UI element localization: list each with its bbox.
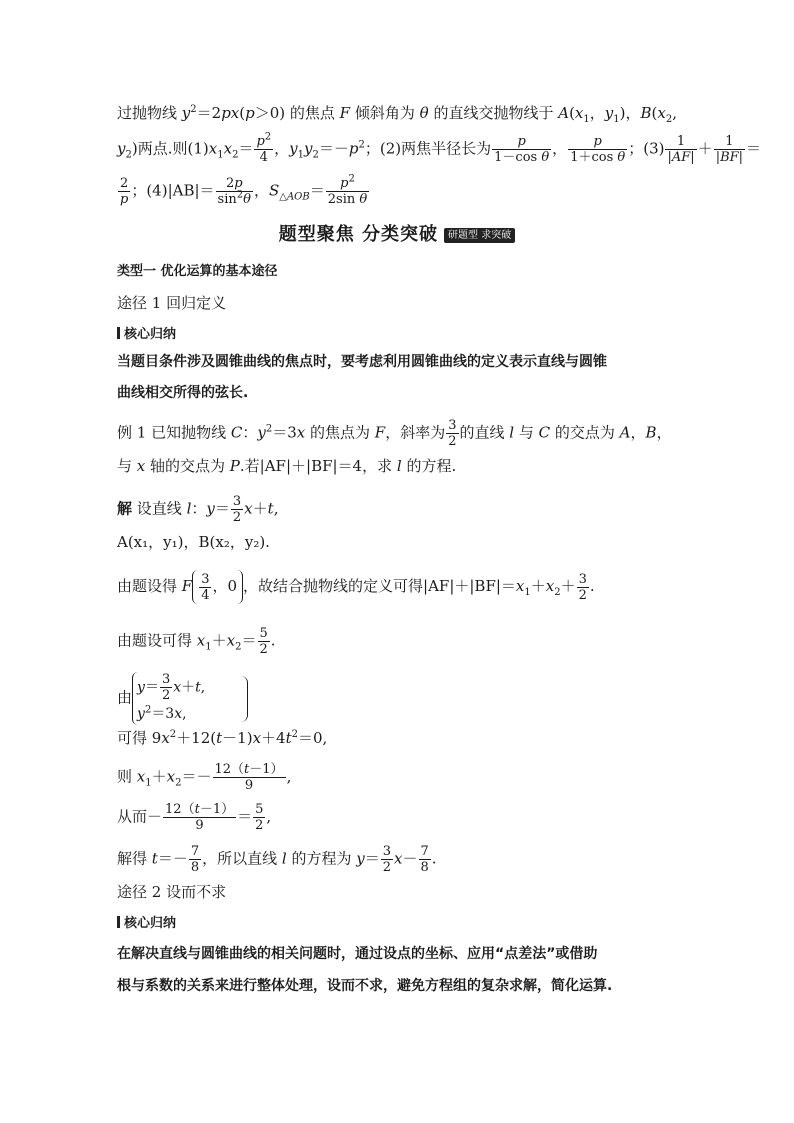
- marker-bar: [117, 916, 120, 928]
- solution-line-7: 则 $x_1+x_2=-$ $\frac{12(t-1)}{9}$ ,: [117, 762, 292, 793]
- example1-line-1: 例 1 已知抛物线 C：$y^2=3x$ 的焦点为 F，斜率为 $\frac{3}{2}$ 的直线 l 与 C 的交点为 A，B，: [117, 418, 672, 449]
- solution-line-4: 由题设可得 $x_1+x_2=$ $\frac{5}{2}$ .: [117, 626, 276, 657]
- intro-line-1: 过抛物线 $y^2=2px(p>0)$ 的焦点 F 倾斜角为 θ 的直线交抛物线于 $A(x_1$，$y_1$)，$B(x_2$,: [117, 104, 678, 125]
- section-tag: 研题型 求突破: [444, 228, 515, 243]
- core2-label: 核心归纳: [117, 914, 176, 934]
- solution-line-2: A(x₁，y₁)，B(x₂，y₂).: [117, 533, 270, 551]
- path2-label: 途径 2 设而不求: [117, 883, 227, 901]
- solution-line-5: 由 y＝ $\frac{3}{2}$ x＋t, $y^2=3x$,: [117, 672, 248, 725]
- core1-label: 核心归纳: [117, 325, 176, 345]
- core2-text-line-2: 根与系数的关系来进行整体处理，设而不求，避免方程组的复杂求解，简化运算.: [117, 978, 613, 994]
- solution-line-1: 解 设直线 l：y＝ $\frac{3}{2}$ x＋t,: [117, 494, 279, 525]
- section-title: 题型聚焦 分类突破 研题型 求突破: [0, 220, 794, 246]
- example1-line-2: 与 x 轴的交点为 P.若|AF|＋|BF|＝4，求 l 的方程.: [117, 457, 457, 475]
- intro-line-3: $\frac{2}{p}$ ；(4)|AB|＝ $\frac{2p}{\sin^2\theta}$ ，$S_{\triangle AOB}=$ $\frac{p^2}{\text{2sin θ}}$: [120, 173, 368, 207]
- core1-text-line-2: 曲线相交所得的弦长.: [117, 385, 249, 401]
- equation-system: y＝ $\frac{3}{2}$ x＋t, $y^2=3x$,: [132, 672, 205, 725]
- core2-text-line-1: 在解决直线与圆锥曲线的相关问题时，通过设点的坐标、应用“点差法”或借助: [117, 946, 598, 962]
- type1-heading: 类型一 优化运算的基本途径: [117, 264, 278, 279]
- solution-line-8: 从而－ $\frac{12(t-1)}{9}$ ＝ $\frac{5}{2}$ ,: [117, 802, 272, 833]
- solution-line-6: 可得 $9x^2+12(t-1)x+4t^2=0$,: [117, 729, 328, 747]
- solution-line-3: 由题设得 F $\frac{3}{4}$ ，0 ，故结合抛物线的定义可得$|AF|+|BF|=x_1+x_2+$ $\frac{3}{2}$ .: [117, 571, 595, 603]
- intro-line-2: $y_2$)两点.则$(1)x_1x_2=$ $\frac{p^2}{4}$ ，$y_1y_2=-p^2$；(2)两焦半径长为 $\frac{p}{\text{1－cos θ}}$ ， $\frac{p}{\text{1＋cos θ}}$ ；(3) $\frac{1}{|AF|}$ ＋ $\frac{1}{|BF|}$ ＝: [117, 131, 762, 165]
- core1-text-line-1: 当题目条件涉及圆锥曲线的焦点时，要考虑利用圆锥曲线的定义表示直线与圆锥: [117, 354, 607, 370]
- path1-label: 途径 1 回归定义: [117, 294, 227, 312]
- marker-bar: [117, 327, 120, 339]
- solution-line-9: 解得 t＝－ $\frac{7}{8}$ ，所以直线 l 的方程为 y＝ $\frac{3}{2}$ x－ $\frac{7}{8}$ .: [117, 844, 437, 875]
